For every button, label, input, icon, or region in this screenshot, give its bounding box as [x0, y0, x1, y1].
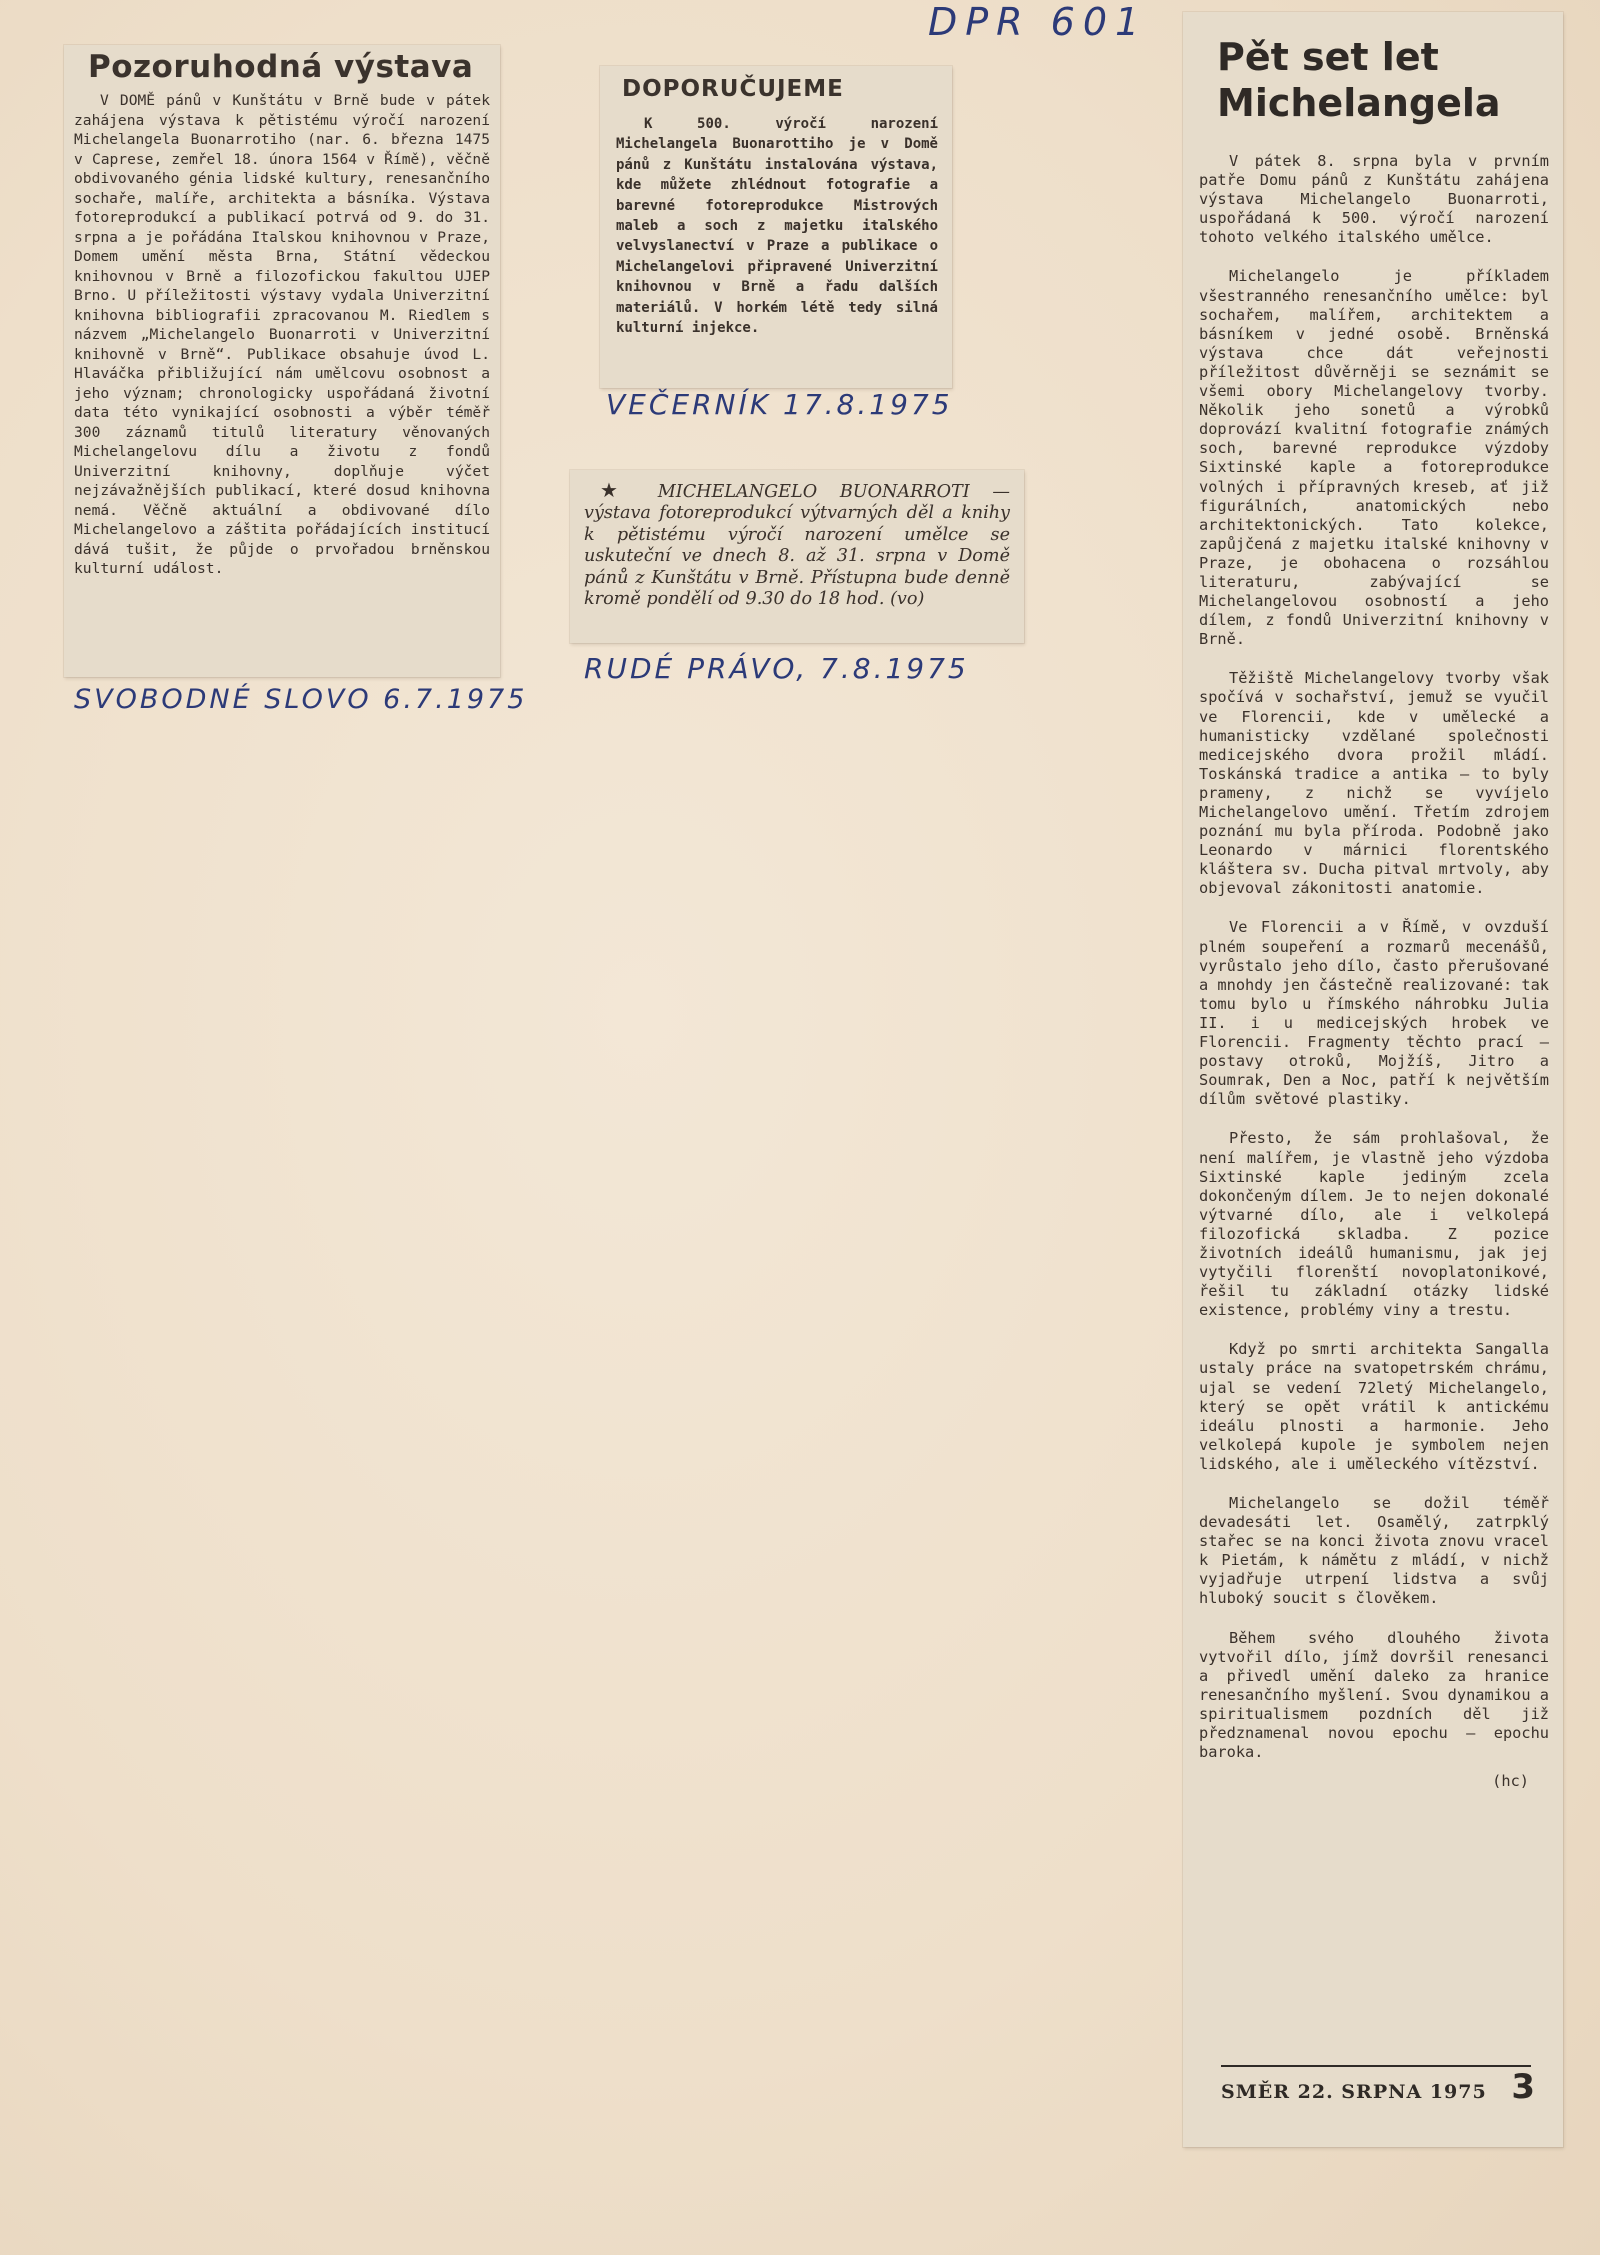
clipping-vecernik [600, 66, 952, 388]
paragraph: Michelangelo je příkladem všestranného renesančního umělce: byl sochařem, malířem, architektem a básníkem v jedné osobě. Brněnská výstava chce dát veřejnosti příležitost důvěrněji se seznámit se všemi obory Michelangelovy tvorby. Několik jeho sonetů a výrobků doprovází kvalitní fotografie známých soch, barevné reprodukce výzdoby Sixtinské kaple a fotoreprodukce volných i přípravných kreseb, ať již figurálních, anatomických nebo architektonických. Tato kolekce, zapůjčená z majetku italské knihovny v Praze, je obohacena o rozsáhlou literaturu, zabývající se Michelangelovou osobností a jeho dílem, z fondů Univerzitní knihovny v Brně. [1199, 267, 1549, 649]
paragraph: Ve Florencii a v Římě, v ovzduší plném soupeření a rozmarů mecenášů, vyrůstalo jeho dílo, často přerušované a mnohdy jen částečně realizované: tak tomu bylo u římského náhrobku Julia II. i u medicejských hrobek ve Florencii. Fragmenty těchto prací — postavy otroků, Mojžíš, Jitro a Soumrak, Den a Noc, patří k největším dílům světové plastiky. [1199, 918, 1549, 1109]
handwritten-archive-code: DPR 601 [928, 0, 1148, 44]
clipping-body [584, 480, 1010, 610]
clipping-headline: Pozoruhodná výstava [88, 49, 474, 85]
clipping-body: V DOMĚ pánů v Kunštátu v Brně bude v pátek zahájena výstava k pětistému výročí narození Michelangela Buonarrotiho (nar. 6. března 1475 v Caprese, zemřel 18. února 1564 v Římě), věčně obdivovaného génia lidské kultury, renesančního sochaře, malíře, architekta a básníka. Výstava fotoreprodukcí a publikací potrvá od 9. do 31. srpna a je pořádána Italskou knihovnou v Praze, Domem umění města Brna, Státní vědeckou knihovnou v Brně a filozofickou fakultou UJEP Brno. U příležitosti výstavy vydala Univerzitní knihovna bibliografii zpracovanou M. Riedlem s názvem „Michelangelo Buonarroti v Univerzitní knihovně v Brně“. Publikace obsahuje úvod L. Hlaváčka přibližující nám umělcovu osobnost a jeho význam; chronologicky uspořádaná životní data této vynikající osobnosti a výběr téměř 300 záznamů titulů literatury věnovaných Michelangelovu dílu a životu z fondů Univerzitní knihovny, doplňuje výčet nejzávažnějších publikací, které dosud knihovna nemá. Věčně aktuální a obdivované dílo Michelangelovo a záštita pořádajících institucí dává tušit, že půjde o prvořadou brněnskou kulturní událost. [74, 92, 490, 577]
handwritten-source-label: SVOBODNÉ SLOVO 6.7.1975 [74, 684, 528, 715]
paragraph: V pátek 8. srpna byla v prvním patře Domu pánů z Kunštátu zahájena výstava Michelangelo Buonarroti, uspořádaná k 500. výročí narození tohoto velkého italského umělce. [1199, 152, 1549, 247]
clipping-svobodne-slovo [64, 45, 500, 677]
paragraph: Michelangelo se dožil téměř devadesáti let. Osamělý, zatrpklý stařec se na konci života znovu vracel k Pietám, k námětu z mládí, v nichž vyjadřuje utrpení lidstva a svůj hluboký soucit s člověkem. [1199, 1494, 1549, 1608]
star-icon: ★ [600, 478, 636, 502]
paragraph: Těžiště Michelangelovy tvorby však spočívá v sochařství, jemuž se vyučil ve Florencii, kde v umělecké a humanisticky vzdělané společnosti medicejského dvora prožil mládí. Toskánská tradice a antika — to byly prameny, z nichž se vyvíjelo Michelangelovo umění. Třetím zdrojem poznání mu byla příroda. Podobně jako Leonardo v márnici florentského kláštera sv. Ducha pitval mrtvoly, aby objevoval zákonitosti anatomie. [1199, 669, 1549, 898]
paragraph: Přesto, že sám prohlašoval, že není malířem, je vlastně jeho výzdoba Sixtinské kaple jediným zcela dokončeným dílem. Je to nejen dokonalé výtvarné dílo, ale i velkolepá filozofická skladba. Z pozice životních ideálů humanismu, jak jej vytyčili florenští novoplatonikové, řešil tu základní otázky lidské existence, problémy viny a trestu. [1199, 1129, 1549, 1320]
clipping-headline [1217, 34, 1549, 126]
clipping-rude-pravo [570, 470, 1024, 643]
paragraph: Když po smrti architekta Sangalla ustaly práce na svatopetrském chrámu, ujal se vedení 72letý Michelangelo, který se opět vrátil k antickému ideálu plnosti a harmonie. Jeho velkolepá kupole je symbolem nejen lidského, ale i uměleckého vítězství. [1199, 1340, 1549, 1473]
paragraph: Během svého dlouhého života vytvořil dílo, jímž dovršil renesanci a přivedl umění daleko za hranice renesančního myšlení. Svou dynamikou a spiritualismem pozdních děl již předznamenal novou epochu — epochu baroka. [1199, 1628, 1549, 1762]
headline-line-1: Pět set let [1217, 35, 1439, 79]
clipping-text: MICHELANGELO BUONARROTI — výstava fotoreprodukcí výtvarných děl a knihy k pětistému výročí narození umělce se uskuteční ve dnech 8. až 31. srpna v Domě pánů z Kunštátu v Brně. Přístupna bude denně kromě pondělí od 9.30 do 18 hod. (vo) [584, 482, 1010, 610]
newspaper-footer: SMĚR 22. SRPNA 1975 [1221, 2065, 1531, 2103]
page-number: 3 [1511, 2067, 1535, 2107]
handwritten-source-label: RUDÉ PRÁVO, 7.8.1975 [584, 652, 969, 685]
clipping-smer [1183, 12, 1563, 2147]
headline-line-2: Michelangela [1217, 81, 1501, 125]
author-signature: (hc) [1492, 1772, 1529, 1791]
clipping-headline: DOPORUČUJEME [622, 76, 844, 102]
clipping-body: K 500. výročí narození Michelangela Buonarottiho je v Domě pánů z Kunštátu instalována výstava, kde můžete zhlédnout fotografie a barevné fotoreprodukce Mistrových maleb a soch z majetku italského velvyslanectví v Praze a publikace o Michelangelovi připravené Univerzitní knihovnou v Brně a řadu dalších materiálů. V horkém létě tedy silná kulturní injekce. [616, 116, 938, 337]
handwritten-source-label: VEČERNÍK 17.8.1975 [606, 388, 953, 421]
